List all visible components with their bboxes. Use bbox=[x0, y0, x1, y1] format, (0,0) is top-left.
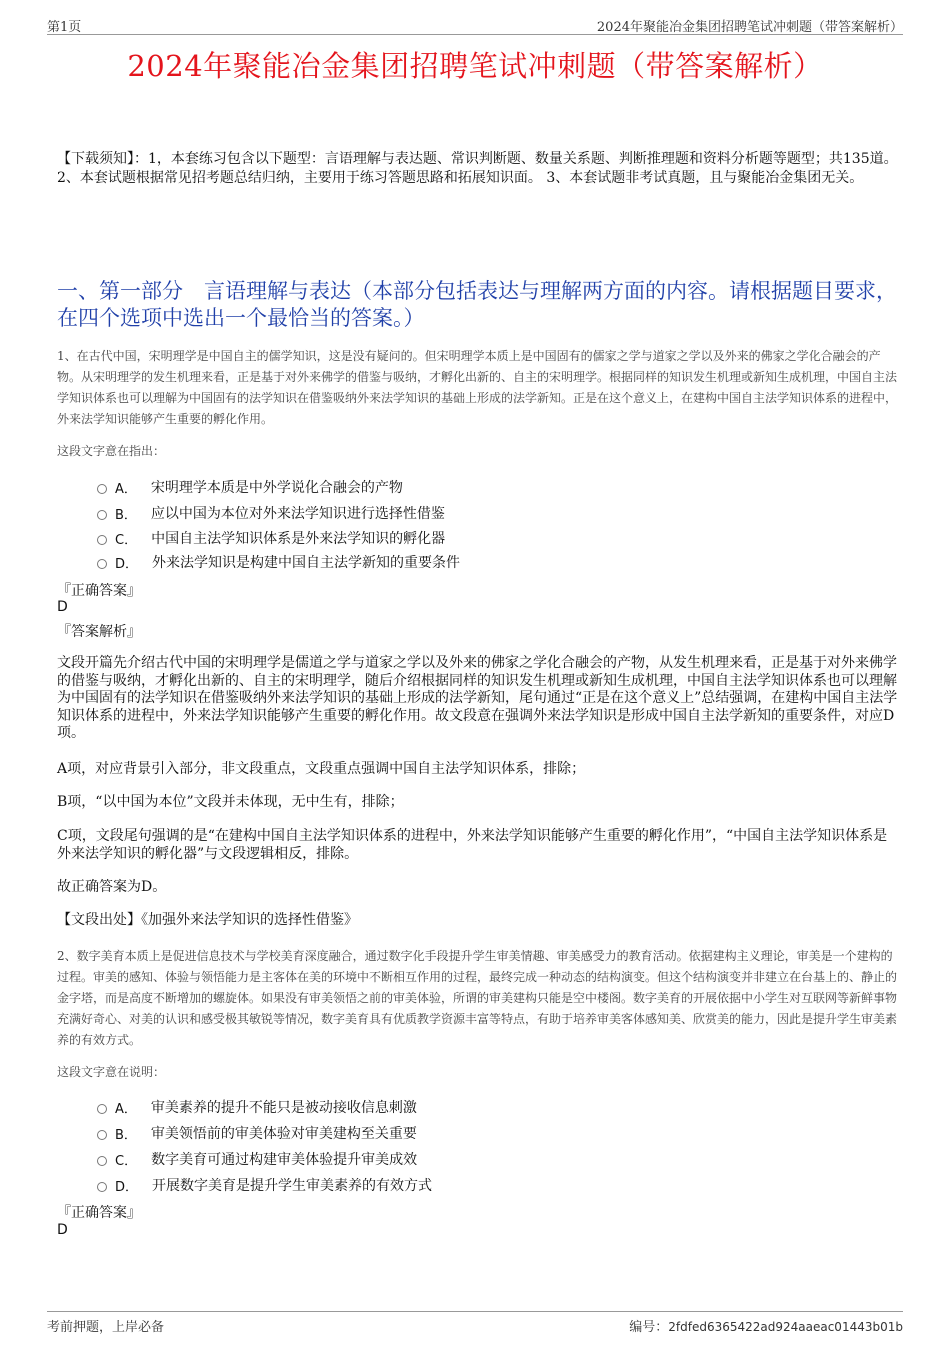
question-1-answer-label: 『正确答案』 bbox=[57, 583, 141, 599]
question-2-answer: D bbox=[57, 1222, 68, 1238]
option-letter: C． bbox=[115, 532, 138, 548]
question-2-option-d[interactable] bbox=[97, 1175, 432, 1195]
radio-icon[interactable] bbox=[97, 1104, 107, 1114]
question-1-prompt: 这段文字意在指出： bbox=[57, 444, 166, 458]
question-1-conclusion: 故正确答案为D。 bbox=[57, 879, 167, 895]
question-1-analysis-label: 『答案解析』 bbox=[57, 624, 141, 640]
question-1-option-a[interactable] bbox=[97, 477, 403, 497]
document-title: 2024年聚能冶金集团招聘笔试冲刺题（带答案解析） bbox=[127, 49, 823, 83]
question-2-option-c[interactable] bbox=[97, 1149, 417, 1169]
page-header bbox=[47, 14, 903, 35]
question-1-option-c[interactable] bbox=[97, 528, 445, 548]
option-text: 应以中国为本位对外来法学知识进行选择性借鉴 bbox=[150, 506, 445, 522]
page-footer bbox=[47, 1311, 903, 1335]
option-letter: B． bbox=[115, 1127, 137, 1143]
option-text: 审美素养的提升不能只是被动接收信息刺激 bbox=[150, 1100, 417, 1116]
option-text: 中国自主法学知识体系是外来法学知识的孵化器 bbox=[151, 531, 446, 547]
question-1-answer: D bbox=[57, 599, 68, 615]
question-2-text: 2、数字美育本质上是促进信息技术与学校美育深度融合，通过数字化手段提升学生审美情趣、审美感受力的教育活动。依据建构主义理论，审美是一个建构的过程。审美的感知、体验与领悟能力是主客体在美的环境中不断相互作用的过程，最终完成一种动态的结构演变。但这个结构演变并非建立在台基上的、静止的金字塔，而是高度不断增加的螺旋体。如果没有审美领悟之前的审美体验，所谓的审美建构只能是空中楼阁。数字美育的开展依据中小学生对互联网等新鲜事物充满好奇心、对美的认识和感受极其敏锐等情况，数字美育具有优质教学资源丰富等特点，有助于培养审美客体感知美、欣赏美的能力，因此是提升学生审美素养的有效方式。 bbox=[57, 949, 898, 1047]
radio-icon[interactable] bbox=[97, 559, 107, 569]
option-letter: D． bbox=[115, 556, 139, 572]
option-text: 审美领悟前的审美体验对审美建构至关重要 bbox=[150, 1126, 417, 1142]
question-1-option-d[interactable] bbox=[97, 552, 460, 572]
option-text: 宋明理学本质是中外学说化合融会的产物 bbox=[150, 480, 403, 496]
question-1-option-b[interactable] bbox=[97, 503, 445, 523]
question-1-source: 【文段出处】《加强外来法学知识的选择性借鉴》 bbox=[57, 912, 358, 928]
radio-icon[interactable] bbox=[97, 510, 107, 520]
header-doc-title: 2024年聚能冶金集团招聘笔试冲刺题（带答案解析） bbox=[596, 20, 903, 35]
question-1-analysis-a: A项，对应背景引入部分，非文段重点，文段重点强调中国自主法学知识体系，排除； bbox=[57, 761, 586, 777]
question-2-option-a[interactable] bbox=[97, 1097, 417, 1117]
footer-slogan: 考前押题，上岸必备 bbox=[47, 1320, 165, 1335]
code-label: 编号： bbox=[629, 1320, 669, 1335]
document-code bbox=[629, 1316, 903, 1335]
radio-icon[interactable] bbox=[97, 1182, 107, 1192]
radio-icon[interactable] bbox=[97, 1156, 107, 1166]
question-1-analysis-main: 文段开篇先介绍古代中国的宋明理学是儒道之学与道家之学以及外来的佛家之学化合融会的产物，从发生机理来看，正是基于对外来佛学的借鉴与吸纳，才孵化出新的、自主的宋明理学，随后介绍根据同样的知识发生机理或新知生成机理，中国自主法学知识体系也可以理解为中国固有的法学知识在借鉴吸纳外来法学知识的基础上形成的法学新知，尾句通过“正是在这个意义上”总结强调，在建构中国自主法学知识体系的进程中，外来法学知识能够产生重要的孵化作用。故文段意在强调外来法学知识是形成中国自主法学新知的重要条件，对应D项。 bbox=[57, 655, 898, 741]
question-1-analysis-b: B项，“以中国为本位”文段并未体现，无中生有，排除； bbox=[57, 794, 404, 810]
radio-icon[interactable] bbox=[97, 1130, 107, 1140]
question-1-analysis-c: C项，文段尾句强调的是“在建构中国自主法学知识体系的进程中，外来法学知识能够产生重要的孵化作用”，“中国自主法学知识体系是外来法学知识的孵化器”与文段逻辑相反，排除。 bbox=[57, 828, 888, 862]
question-2-prompt: 这段文字意在说明： bbox=[57, 1065, 166, 1079]
download-notice: 【下载须知】：1，本套练习包含以下题型：言语理解与表达题、常识判断题、数量关系题、判断推理题和资料分析题等题型；共135道。 2、本套试题根据常见招考题总结归纳，主要用于练习答题思路和拓展知识面。 3、本套试题非考试真题，且与聚能冶金集团无关。 bbox=[57, 151, 898, 186]
page-number: 第1页 bbox=[47, 20, 82, 35]
option-text: 外来法学知识是构建中国自主法学新知的重要条件 bbox=[152, 555, 461, 571]
option-text: 数字美育可通过构建审美体验提升审美成效 bbox=[151, 1152, 418, 1168]
section-title: 一、第一部分 言语理解与表达（本部分包括表达与理解两方面的内容。请根据题目要求，在四个选项中选出一个最恰当的答案。） bbox=[57, 279, 897, 330]
question-2-option-b[interactable] bbox=[97, 1123, 417, 1143]
radio-icon[interactable] bbox=[97, 535, 107, 545]
option-letter: C． bbox=[115, 1153, 138, 1169]
option-text: 开展数字美育是提升学生审美素养的有效方式 bbox=[152, 1178, 433, 1194]
option-letter: D． bbox=[115, 1179, 139, 1195]
question-1-text: 1、在古代中国，宋明理学是中国自主的儒学知识，这是没有疑问的。但宋明理学本质上是中国固有的儒家之学与道家之学以及外来的佛家之学化合融会的产物。从宋明理学的发生机理来看，正是基于对外来佛学的借鉴与吸纳，才孵化出新的、自主的宋明理学。根据同样的知识发生机理或新知生成机理，中国自主法学知识体系也可以理解为中国固有的法学知识在借鉴吸纳外来法学知识的基础上形成的法学新知。正是在这个意义上，在建构中国自主法学知识体系的进程中，外来法学知识能够产生重要的孵化作用。 bbox=[57, 349, 898, 426]
option-letter: A． bbox=[115, 481, 137, 497]
radio-icon[interactable] bbox=[97, 484, 107, 494]
code-value: 2fdfed6365422ad924aaeac01443b01b bbox=[668, 1320, 903, 1334]
question-2-answer-label: 『正确答案』 bbox=[57, 1205, 141, 1221]
option-letter: B． bbox=[115, 507, 137, 523]
option-letter: A． bbox=[115, 1101, 137, 1117]
